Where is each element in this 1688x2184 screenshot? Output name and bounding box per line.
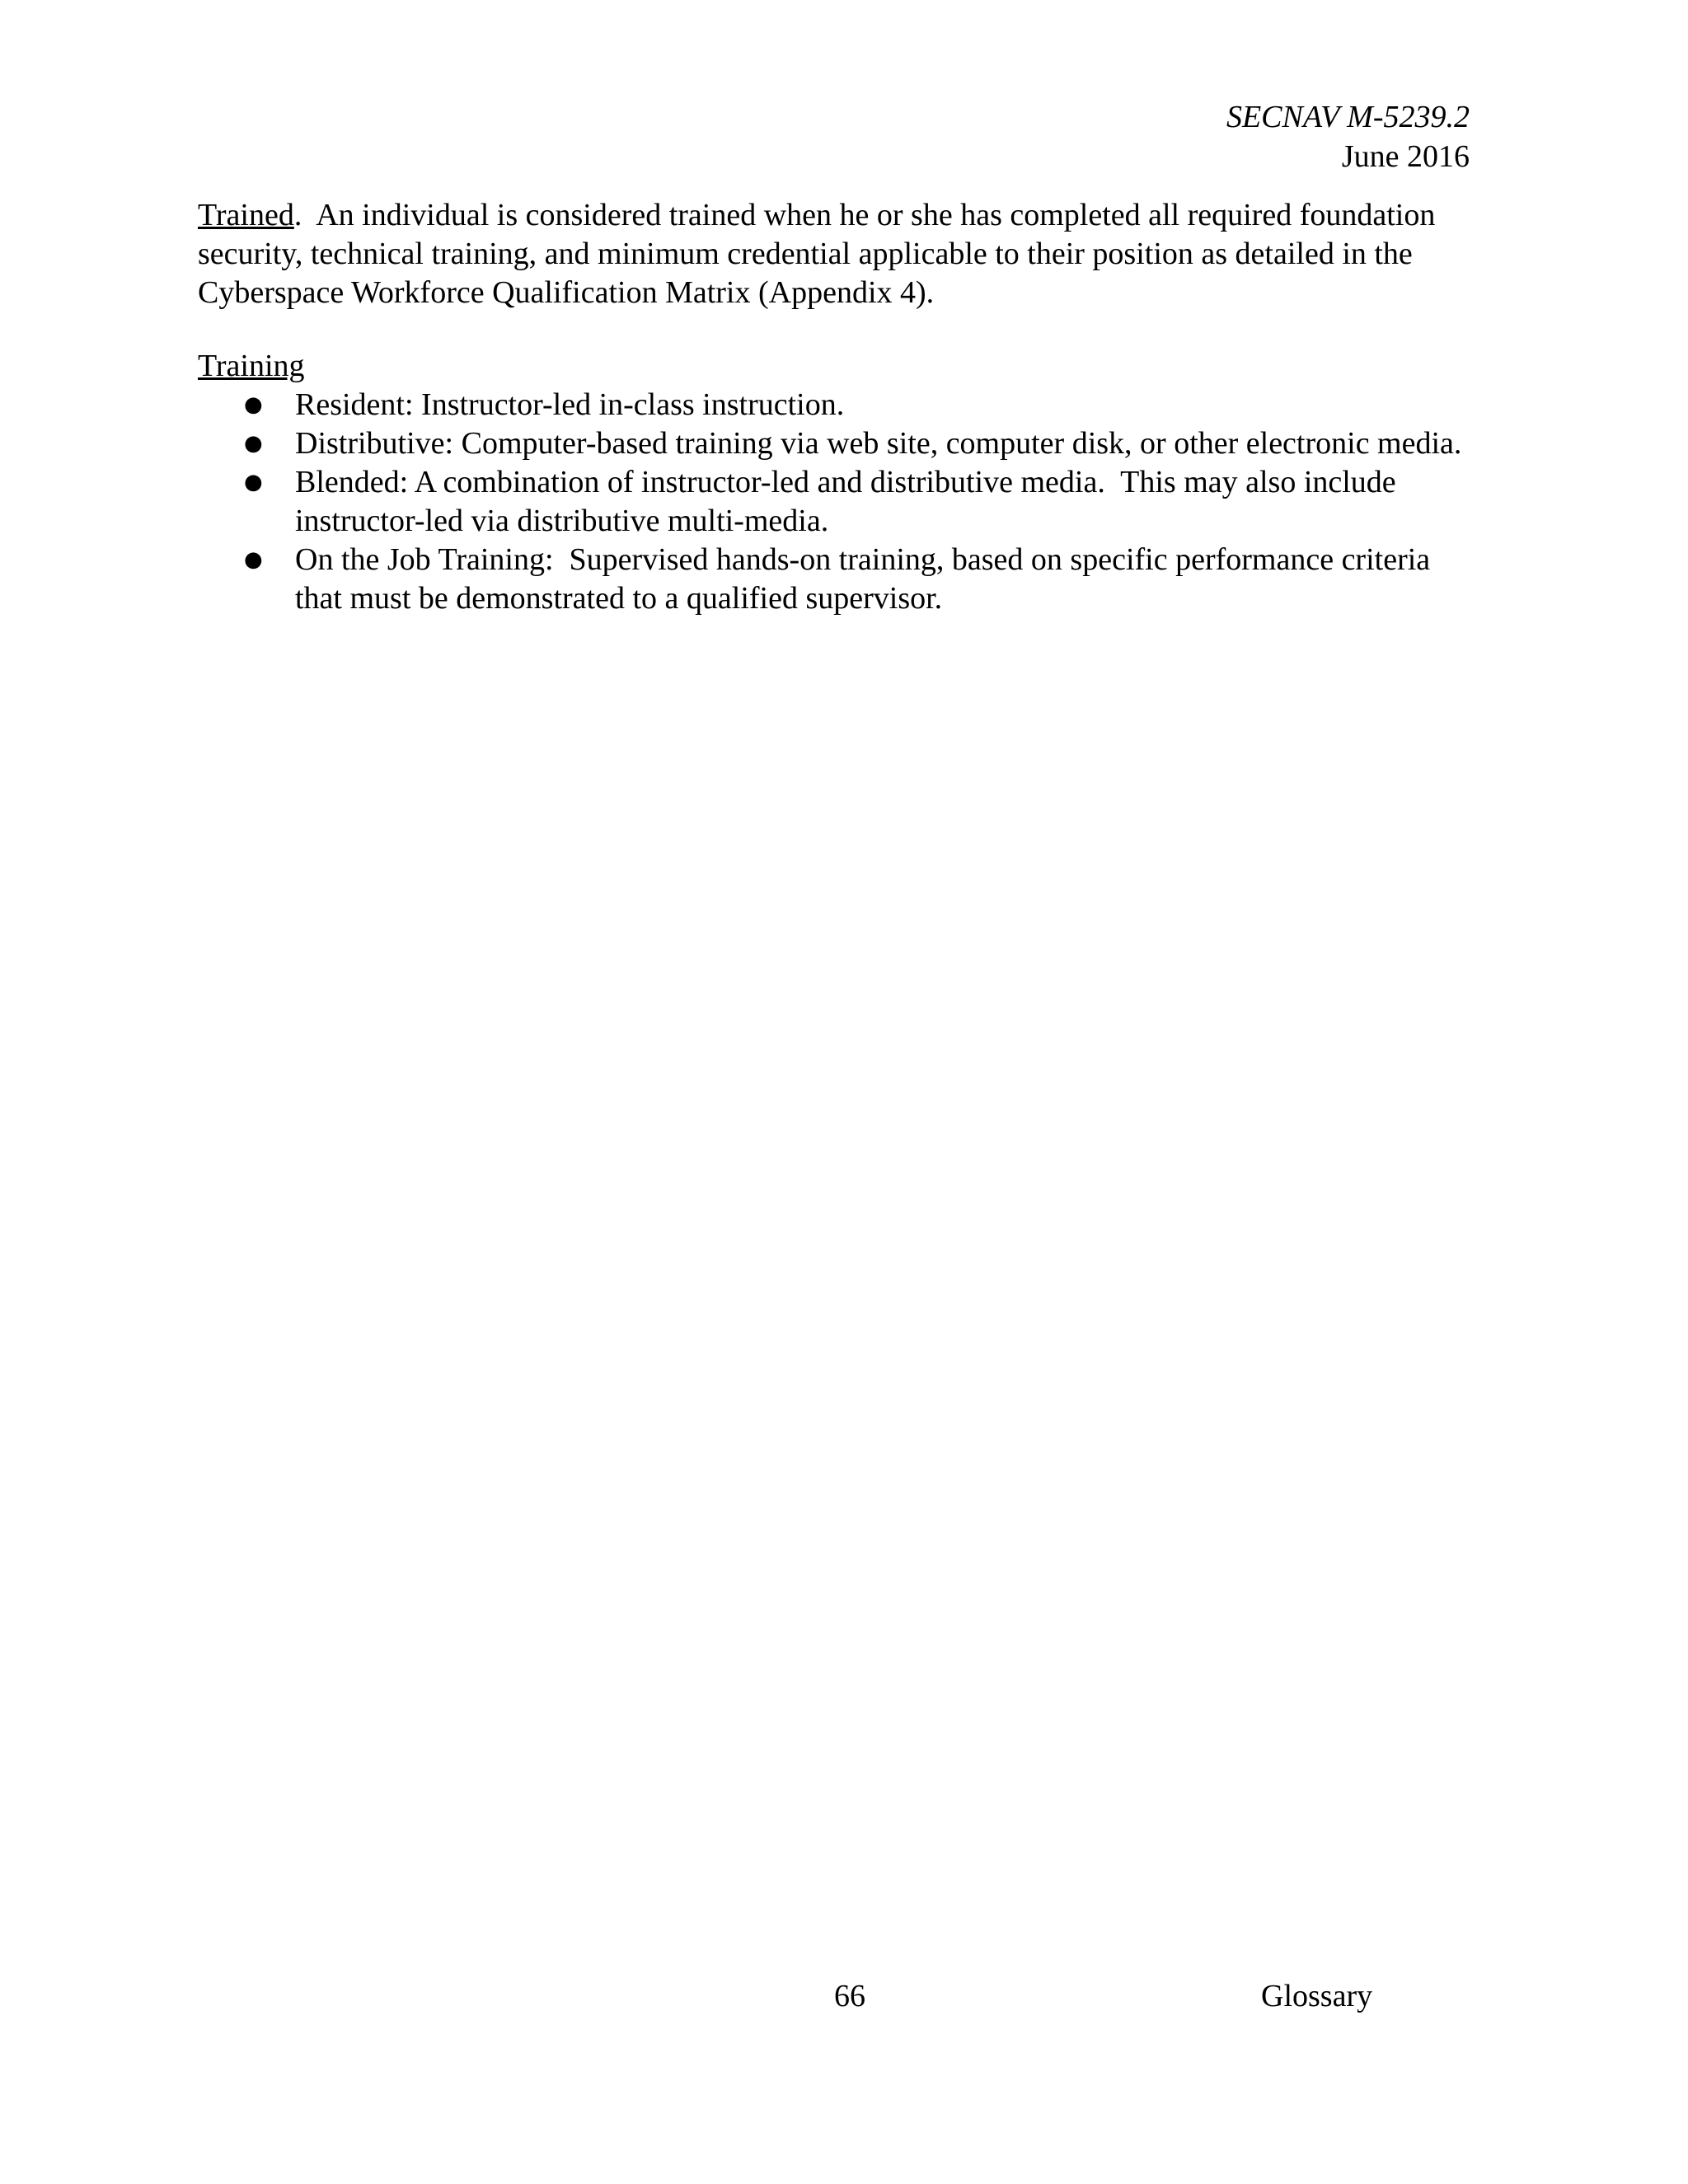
list-item-text: Distributive: Computer-based training via web site, computer disk, or other electronic media. xyxy=(295,426,1462,461)
bullet-icon: ● xyxy=(244,547,263,572)
page-number: 66 xyxy=(834,1979,865,2013)
bullet-icon: ● xyxy=(244,431,263,456)
footer-section-name: Glossary xyxy=(1261,1979,1373,2013)
list-item xyxy=(198,463,1471,541)
trained-text: . An individual is considered trained when he or she has completed all required foundation security, technical training, and minimum credential applicable to their position as detailed in the Cyberspace Workforce Qualification Matrix (Appendix 4). xyxy=(198,198,1443,310)
trained-term: Trained xyxy=(198,198,294,232)
training-heading: Training xyxy=(198,349,305,383)
document-date: June 2016 xyxy=(1341,139,1470,174)
list-item xyxy=(198,386,1471,424)
list-item-text: On the Job Training: Supervised hands-on training, based on specific performance criteria that must be demonstrated to a qualified supervisor. xyxy=(295,542,1438,616)
bullet-icon: ● xyxy=(244,392,263,417)
section-spacer xyxy=(198,312,1471,347)
training-list xyxy=(198,386,1471,618)
document-id: SECNAV M-5239.2 xyxy=(1226,100,1470,134)
list-item xyxy=(198,541,1471,618)
list-item xyxy=(198,424,1471,463)
list-item-text: Resident: Instructor-led in-class instruction. xyxy=(295,387,845,422)
page-content xyxy=(198,196,1471,618)
page-header xyxy=(1226,97,1470,176)
list-item-text: Blended: A combination of instructor-led and distributive media. This may also include instructor-led via distributive multi-media. xyxy=(295,465,1404,538)
bullet-icon: ● xyxy=(244,470,263,494)
trained-definition xyxy=(198,196,1471,312)
